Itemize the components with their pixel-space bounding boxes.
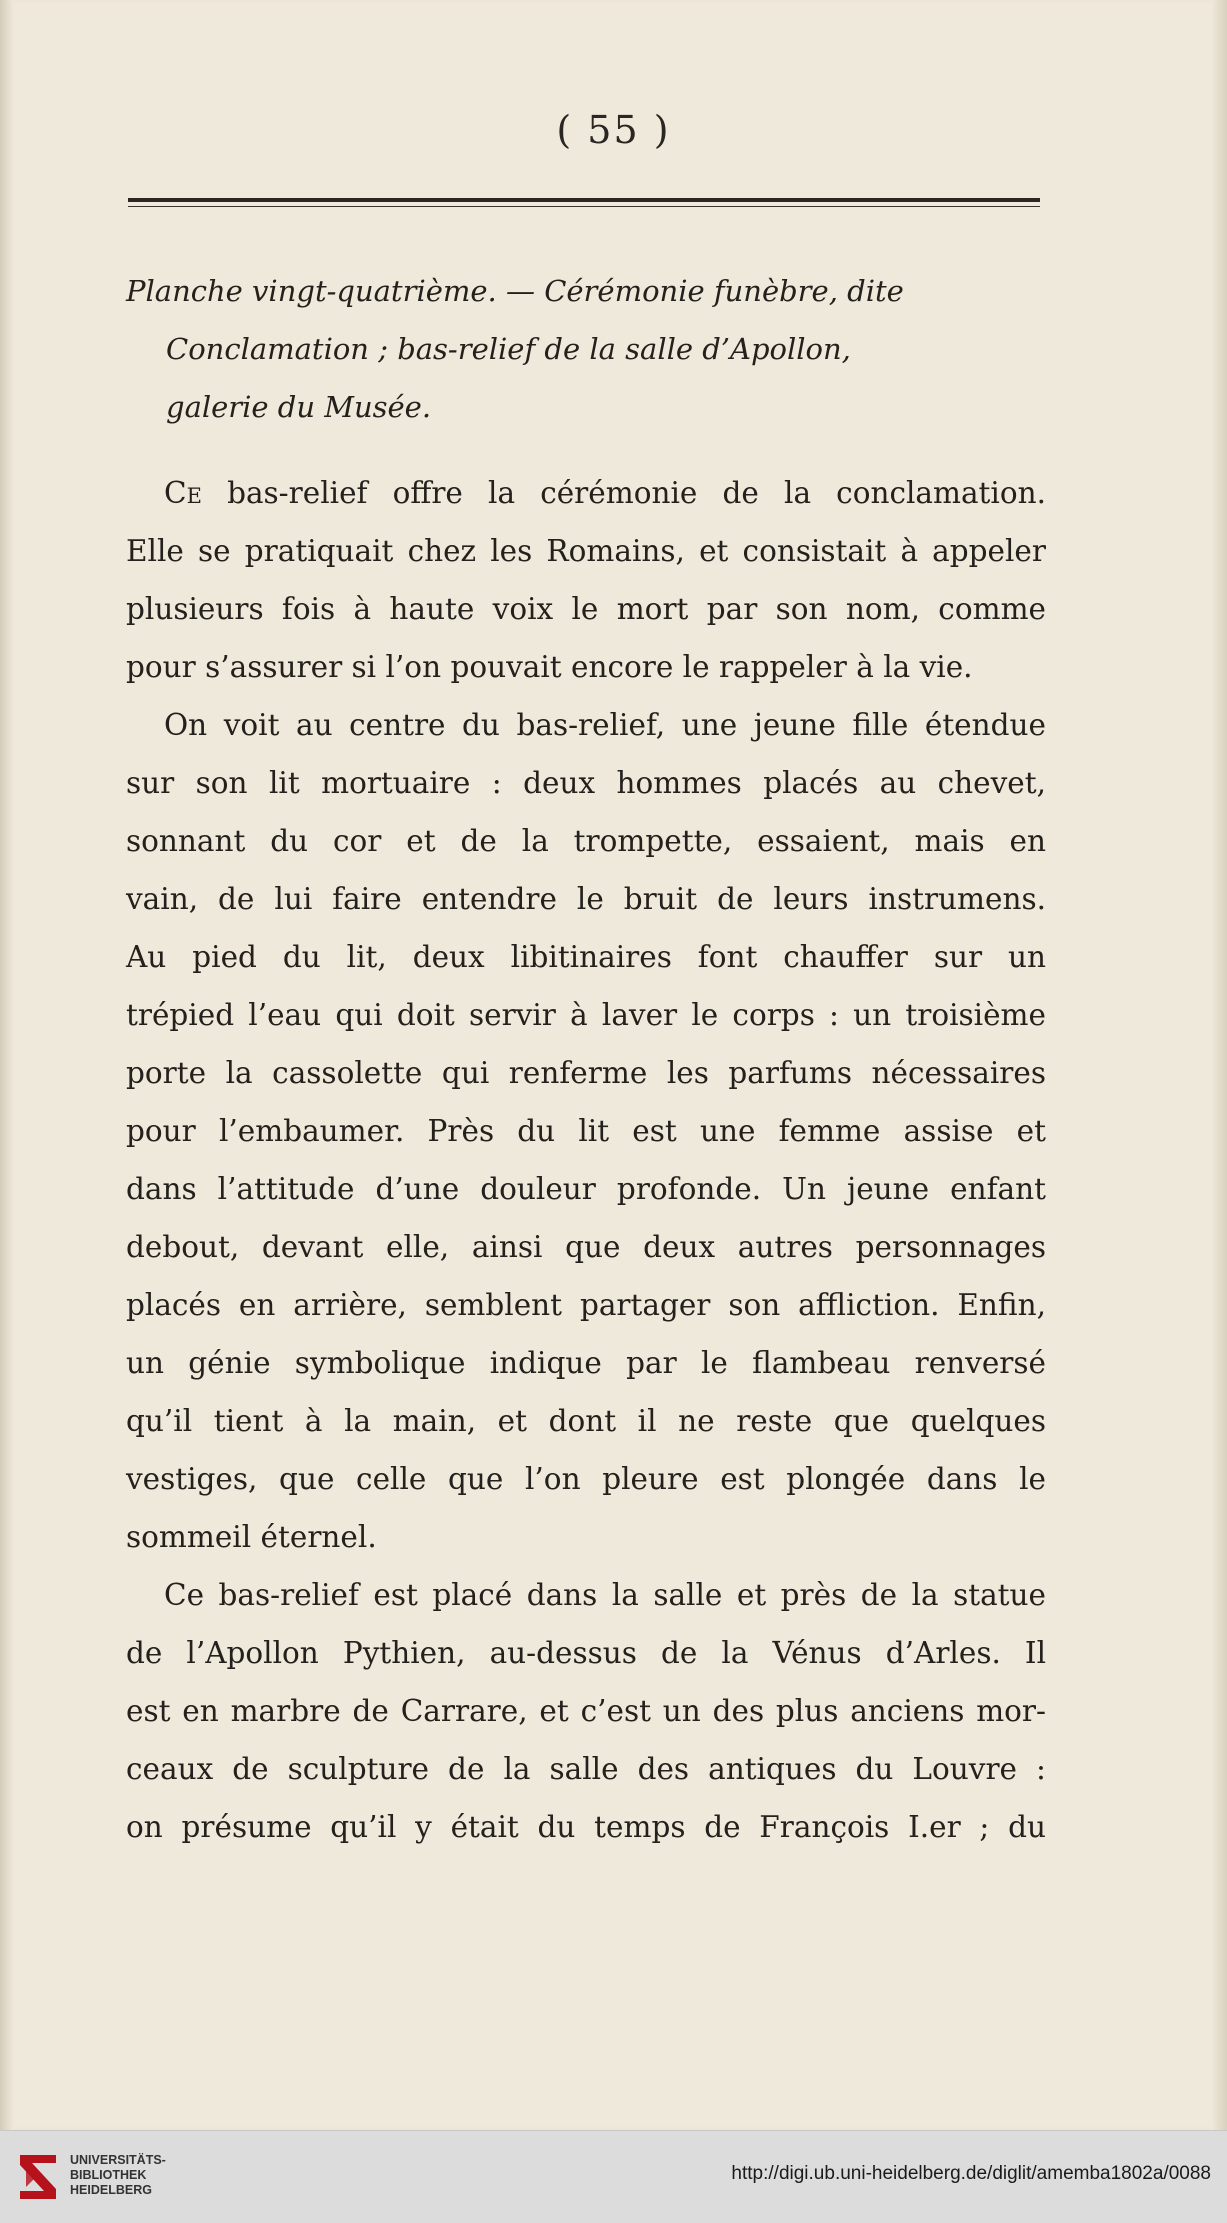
paragraph-line-text: bas-relief offre la cérémonie de la conclamation.: [227, 476, 1046, 510]
paragraph-line: trépied l’eau qui doit servir à laver le corps : un troisième: [126, 998, 1046, 1032]
caption-line-text: galerie du Musée.: [166, 390, 432, 424]
page-spine-shadow: [0, 0, 14, 2130]
paragraph-line: porte la cassolette qui renferme les parfums nécessaires: [126, 1056, 1046, 1090]
header-rule: [128, 198, 1040, 208]
paragraph-line: debout, devant elle, ainsi que deux autres personnages: [126, 1230, 1046, 1264]
paragraph-line: [126, 464, 1046, 522]
paragraph-line: vain, de lui faire entendre le bruit de leurs instrumens.: [126, 882, 1046, 916]
paragraph-line: vestiges, que celle que l’on pleure est plongée dans le: [126, 1462, 1046, 1496]
paragraph-line: dans l’attitude d’une douleur profonde. Un jeune enfant: [126, 1172, 1046, 1206]
page-number: ( 55 ): [556, 108, 671, 152]
paragraph-line: on présume qu’il y était du temps de François I.er ; du: [126, 1810, 1046, 1844]
university-library-logo-icon: [14, 2149, 62, 2205]
caption-line: [126, 262, 1046, 320]
paragraph-line: qu’il tient à la main, et dont il ne reste que quelques: [126, 1404, 1046, 1438]
paragraph-line: sonnant du cor et de la trompette, essaient, mais en: [126, 824, 1046, 858]
viewer-footer: [0, 2130, 1227, 2223]
paragraph-lead-word: Ce: [164, 476, 202, 510]
library-name-line: BIBLIOTHEK: [70, 2168, 147, 2182]
plate-caption: [126, 262, 1046, 436]
body-text: [126, 464, 1046, 1856]
paragraph-line: Ce bas-relief est placé dans la salle et près de la statue: [164, 1578, 1046, 1612]
permalink-url[interactable]: http://digi.ub.uni-heidelberg.de/diglit/amemba1802a/0088: [731, 2163, 1211, 2184]
library-name: [70, 2153, 166, 2198]
paragraph-line: un génie symbolique indique par le flambeau renversé: [126, 1346, 1046, 1380]
paragraph-line: sommeil éternel.: [126, 1520, 377, 1554]
library-name-line: HEIDELBERG: [70, 2183, 152, 2197]
header-rule-thin: [128, 206, 1040, 207]
paragraph-line: ceaux de sculpture de la salle des antiques du Louvre :: [126, 1752, 1046, 1786]
caption-line: [126, 320, 1046, 378]
paragraph-line: On voit au centre du bas-relief, une jeune fille étendue: [164, 708, 1046, 742]
paragraph-line: de l’Apollon Pythien, au-dessus de la Vénus d’Arles. Il: [126, 1636, 1046, 1670]
page-edge-shadow: [1211, 0, 1227, 2130]
paragraph-line: sur son lit mortuaire : deux hommes placés au chevet,: [126, 766, 1046, 800]
paragraph-line: Au pied du lit, deux libitinaires font chauffer sur un: [126, 940, 1046, 974]
paragraph-line: plusieurs fois à haute voix le mort par son nom, comme: [126, 592, 1046, 626]
paragraph-line: placés en arrière, semblent partager son affliction. Enfin,: [126, 1288, 1046, 1322]
caption-line-text: Planche vingt-quatrième. — Cérémonie funèbre, dite: [126, 274, 904, 308]
paragraph-line: est en marbre de Carrare, et c’est un des plus anciens mor-: [126, 1694, 1046, 1728]
header-rule-thick: [128, 198, 1040, 202]
caption-line: [126, 378, 1046, 436]
library-name-line: UNIVERSITÄTS-: [70, 2153, 166, 2167]
paragraph-line: Elle se pratiquait chez les Romains, et consistait à appeler: [126, 534, 1046, 568]
paragraph-line: pour l’embaumer. Près du lit est une femme assise et: [126, 1114, 1046, 1148]
paragraph-line: pour s’assurer si l’on pouvait encore le rappeler à la vie.: [126, 650, 973, 684]
caption-line-text: Conclamation ; bas-relief de la salle d’Apollon,: [166, 332, 851, 366]
